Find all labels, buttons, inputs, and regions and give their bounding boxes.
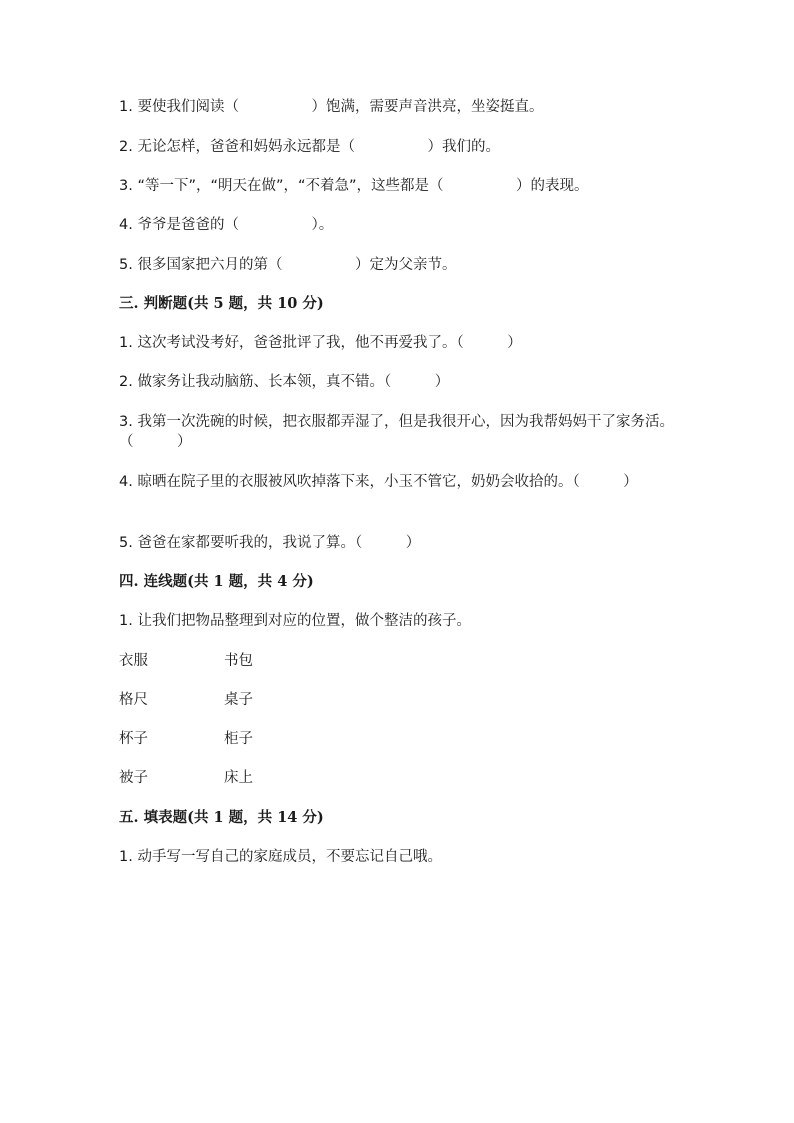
table-question: 1. 动手写一写自己的家庭成员，不要忘记自己哦。 — [119, 849, 442, 865]
table-section-heading: 五. 填表题(共 1 题，共 14 分) — [119, 809, 324, 826]
judge-item-2: 2. 做家务让我动脑筋、长本领，真不错。（ ） — [119, 374, 450, 390]
fill-blank-item-4: 4. 爷爷是爸爸的（ ）。 — [119, 217, 334, 233]
match-left-item-2: 格尺 — [119, 692, 148, 708]
match-right-item-3: 柜子 — [224, 731, 253, 747]
judge-item-5: 5. 爸爸在家都要听我的，我说了算。（ ） — [119, 535, 421, 551]
judge-section-heading: 三. 判断题(共 5 题，共 10 分) — [119, 295, 324, 312]
match-left-item-3: 杯子 — [119, 731, 148, 747]
judge-item-3: 3. 我第一次洗碗的时候，把衣服都弄湿了，但是我很开心，因为我帮妈妈干了家务活。（ ） — [119, 414, 674, 450]
fill-blank-item-3: 3. “等一下”，“明天在做”，“不着急”，这些都是（ ）的表现。 — [119, 178, 589, 194]
match-question: 1. 让我们把物品整理到对应的位置，做个整洁的孩子。 — [119, 613, 471, 629]
fill-blank-item-2: 2. 无论怎样，爸爸和妈妈永远都是（ ）我们的。 — [119, 139, 500, 155]
match-left-item-1: 衣服 — [119, 653, 148, 669]
judge-item-1: 1. 这次考试没考好，爸爸批评了我，他不再爱我了。（ ） — [119, 335, 522, 351]
fill-blank-item-1: 1. 要使我们阅读（ ）饱满，需要声音洪亮，坐姿挺直。 — [119, 99, 544, 115]
judge-item-4: 4. 晾晒在院子里的衣服被风吹掉落下来，小玉不管它，奶奶会收拾的。（ ） — [119, 474, 638, 490]
match-right-item-1: 书包 — [224, 653, 253, 669]
fill-blank-item-5: 5. 很多国家把六月的第（ ）定为父亲节。 — [119, 257, 457, 273]
match-right-item-4: 床上 — [224, 770, 253, 786]
match-left-item-4: 被子 — [119, 770, 148, 786]
match-right-item-2: 桌子 — [224, 692, 253, 708]
match-section-heading: 四. 连线题(共 1 题，共 4 分) — [119, 573, 314, 590]
